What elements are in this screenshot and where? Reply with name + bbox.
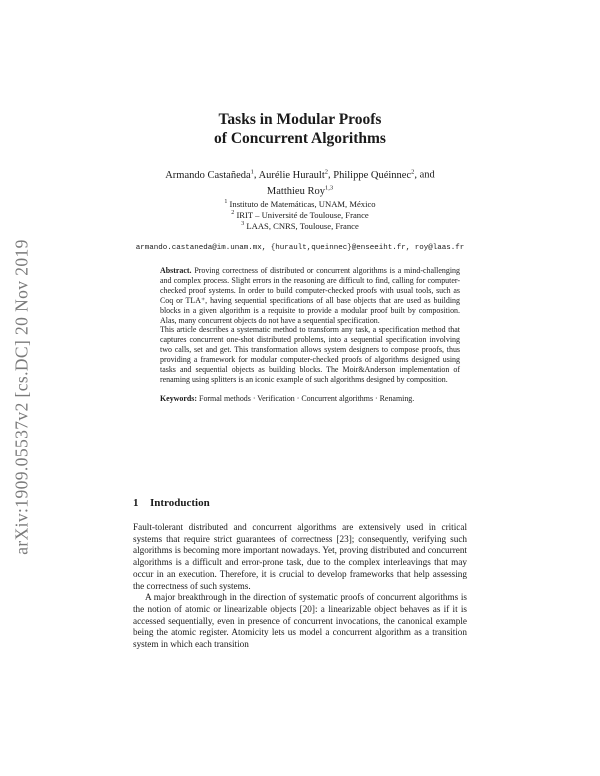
author-list: Armando Castañeda$^1$, Aurélie Hurault$^2$, Philippe Quéinnec$^2$, and Matthieu Roy$^{1,3}$ xyxy=(165,168,435,197)
intro-paragraph-1: Fault-tolerant distributed and concurrent algorithms are extensively used in critical systems that require strict guarantees of correctness [23]; consequently, verifying such algorithms is becoming more important nowadays. Yet, proving distributed and concurrent algorithms is a difficult and error-prone task, due to the complex interleavings that may occur in an execution. Therefore, it is crucial to develop frameworks that help assessing the correctness of such systems. xyxy=(133,522,467,591)
arxiv-identifier: arXiv:1909.05537v2 [cs.DC] 20 Nov 2019 xyxy=(11,239,32,555)
section-heading: 1 Introduction xyxy=(133,497,210,509)
abstract-paragraph-2: This article describes a systematic method to transform any task, a specification method that captures concurrent one-shot distributed problems, into a sequential specification involving two calls, set and get. This transformation allows system designers to compose proofs, thus providing a framework for modular computer-checked proofs of algorithms designed using tasks and sequential objects as building blocks. The Moir&Anderson implementation of renaming using splitters is an iconic example of such algorithms designed by composition. xyxy=(160,325,460,384)
paper-title-line-2: of Concurrent Algorithms xyxy=(214,130,386,147)
author: Philippe Quéinnec$^2$ xyxy=(333,168,415,181)
introduction-body xyxy=(133,522,467,651)
author: Armando Castañeda$^1$ xyxy=(165,168,254,181)
affiliation: $^2$ IRIT – Université de Toulouse, France xyxy=(231,209,369,220)
abstract xyxy=(160,266,460,404)
intro-paragraph-2: A major breakthrough in the direction of systematic proofs of concurrent algorithms is the notion of atomic or linearizable objects [20]: a linearizable object behaves as if it is accessed sequentially, even in presence of concurrent invocations, the canonical example being the atomic register. Atomicity lets us model a concurrent algorithm as a transition system in which each transition xyxy=(133,592,467,650)
author-emails: armando.castaneda@im.unam.mx, {hurault,queinnec}@enseeiht.fr, roy@laas.fr xyxy=(135,244,465,252)
paper-title-line-1: Tasks in Modular Proofs xyxy=(218,111,382,128)
affiliation: $^3$ LAAS, CNRS, Toulouse, France xyxy=(241,220,359,231)
keywords: Keywords: Formal methods · Verification · Concurrent algorithms · Renaming. xyxy=(160,393,415,403)
author: Matthieu Roy$^{1,3}$ xyxy=(266,184,334,197)
author: Aurélie Hurault$^2$ xyxy=(258,168,328,181)
abstract-paragraph-1: Abstract. Proving correctness of distributed or concurrent algorithms is a mind-challenging and complex process. Slight errors in the reasoning are difficult to find, calling for computer-checked proof systems. In order to build computer-checked proofs with usual tools, such as Coq or TLA⁺, having sequential specifications of all base objects that are used as building blocks in a given algorithm is a requisite to provide a modular proof built by composition. Alas, many concurrent objects do not have a sequential specification. xyxy=(160,266,460,325)
affiliation: $^1$ Instituto de Matemáticas, UNAM, México xyxy=(224,198,376,209)
